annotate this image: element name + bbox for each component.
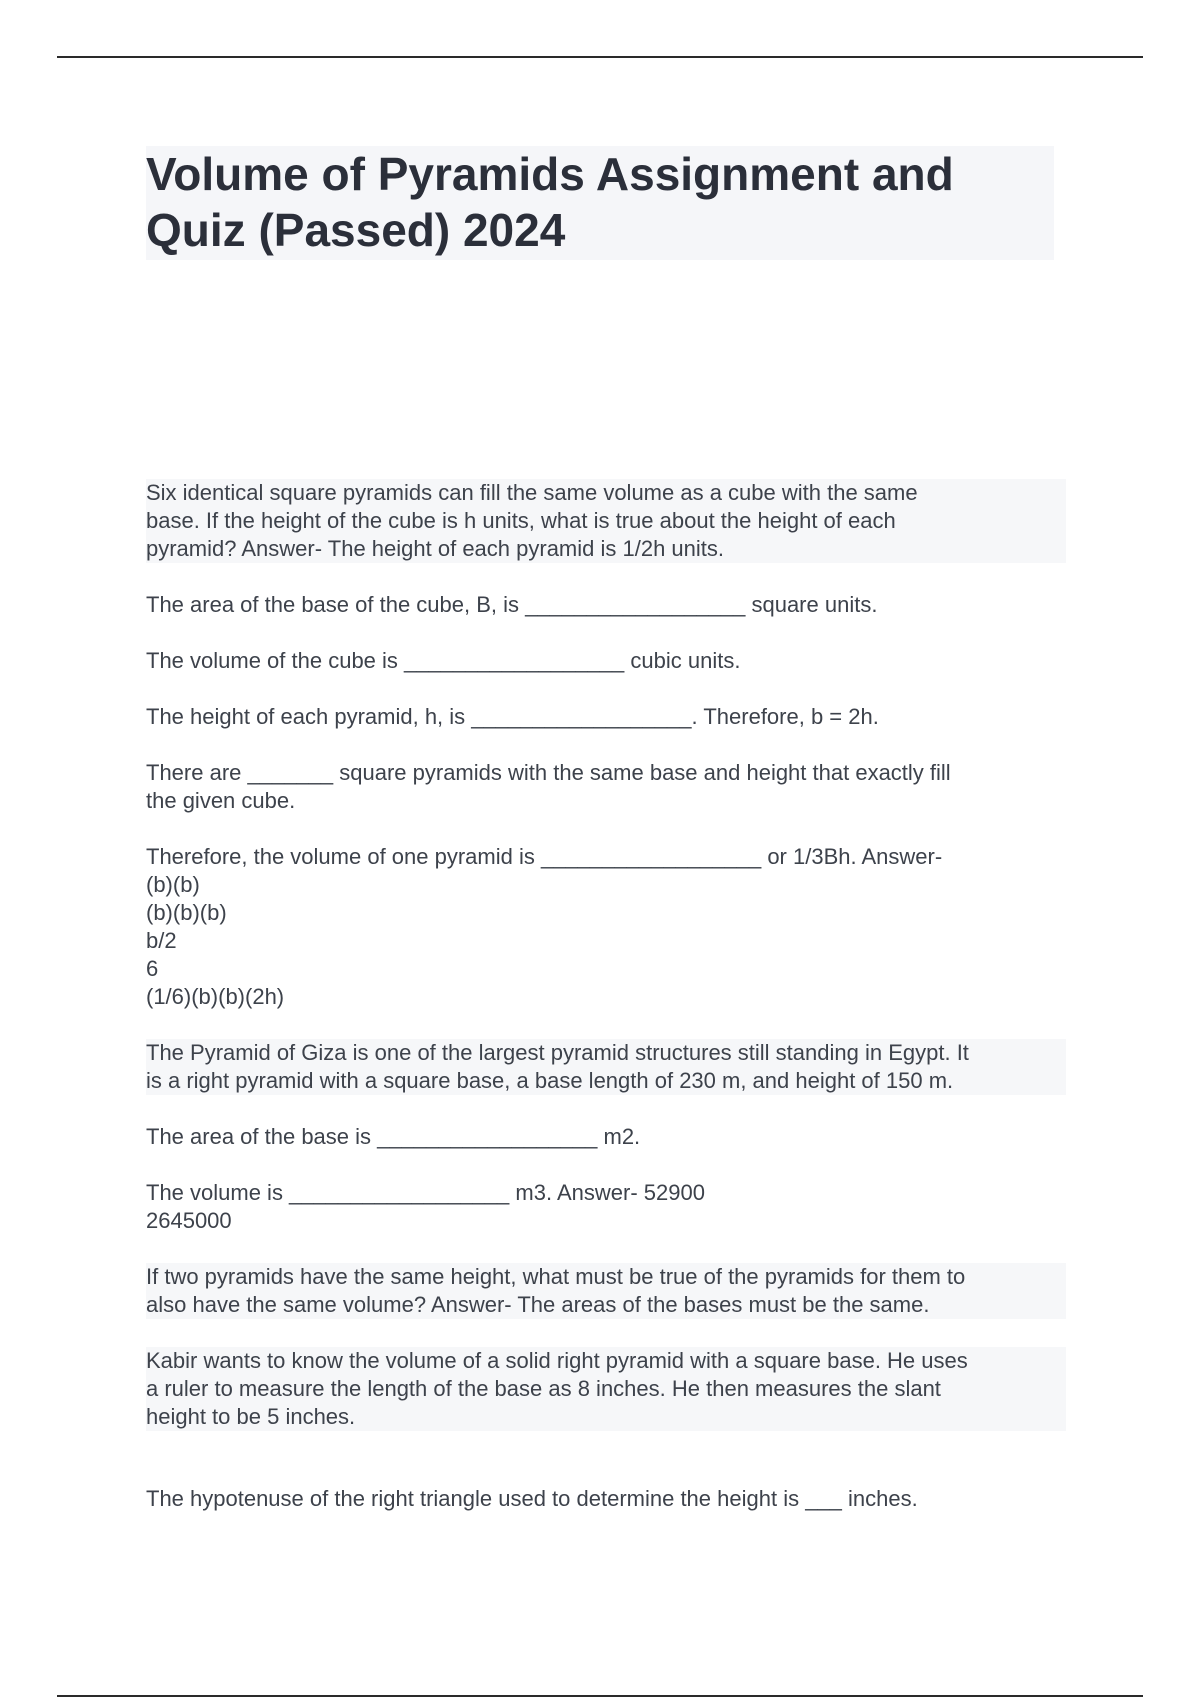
text-line: base. If the height of the cube is h units, what is true about the height of each (146, 507, 1066, 535)
prompt-cube-volume (146, 647, 1066, 675)
answer-line: (1/6)(b)(b)(2h) (146, 984, 285, 1009)
text-line: a ruler to measure the length of the base as 8 inches. He then measures the slant (146, 1375, 1066, 1403)
spacer (146, 1459, 1066, 1485)
text-line: There are _______ square pyramids with the same base and height that exactly fill (146, 760, 951, 785)
page-title: Volume of Pyramids Assignment and Quiz (Passed) 2024 (146, 146, 1054, 260)
text-line: The height of each pyramid, h, is __________________. Therefore, b = 2h. (146, 704, 879, 729)
text-line: The volume is __________________ m3. Answer- 52900 (146, 1180, 705, 1205)
text-line: Therefore, the volume of one pyramid is __________________ or 1/3Bh. Answer- (146, 844, 943, 869)
document-body (146, 479, 1066, 1541)
text-line: height to be 5 inches. (146, 1403, 1066, 1431)
text-line: The area of the base is __________________ m2. (146, 1124, 641, 1149)
text-line: The area of the base of the cube, B, is __________________ square units. (146, 592, 878, 617)
text-line: Six identical square pyramids can fill the same volume as a cube with the same (146, 479, 1066, 507)
question-same-volume (146, 1263, 1066, 1319)
text-line: The volume of the cube is __________________ cubic units. (146, 648, 741, 673)
answer-line: 6 (146, 956, 159, 981)
top-rule (57, 56, 1143, 58)
text-line: pyramid? Answer- The height of each pyramid is 1/2h units. (146, 535, 1066, 563)
prompt-pyramid-height (146, 703, 1066, 731)
text-line: Kabir wants to know the volume of a solid right pyramid with a square base. He uses (146, 1347, 1066, 1375)
question-pyramid-height (146, 479, 1066, 563)
bottom-rule (57, 1695, 1143, 1697)
text-line: The hypotenuse of the right triangle used to determine the height is ___ inches. (146, 1486, 918, 1511)
text-line: is a right pyramid with a square base, a base length of 230 m, and height of 150 m. (146, 1067, 1066, 1095)
answer-line: b/2 (146, 928, 177, 953)
text-line: If two pyramids have the same height, what must be true of the pyramids for them to (146, 1263, 1066, 1291)
text-line: The Pyramid of Giza is one of the largest pyramid structures still standing in Egypt. It (146, 1039, 1066, 1067)
answer-line: (b)(b) (146, 872, 200, 897)
prompt-base-area (146, 591, 1066, 619)
prompt-pyramid-volume-answer (146, 843, 1066, 1011)
text-line: the given cube. (146, 788, 296, 813)
prompt-pyramid-count (146, 759, 1066, 815)
question-giza (146, 1039, 1066, 1095)
text-line: also have the same volume? Answer- The areas of the bases must be the same. (146, 1291, 1066, 1319)
prompt-giza-base-area (146, 1123, 1066, 1151)
answer-line: 2645000 (146, 1208, 232, 1233)
question-kabir (146, 1347, 1066, 1431)
answer-line: (b)(b)(b) (146, 900, 227, 925)
prompt-hypotenuse (146, 1485, 1066, 1513)
prompt-giza-volume-answer (146, 1179, 1066, 1235)
